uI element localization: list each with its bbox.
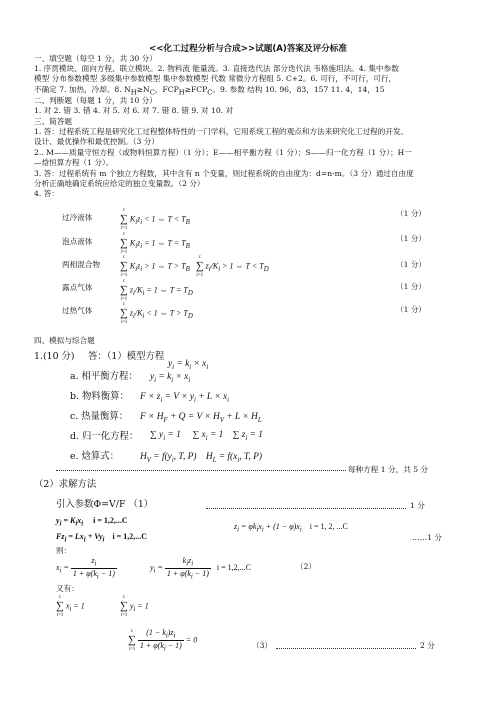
combined-eq: $z_i = \varphi k_ix_i + (1 - \varphi)x_i$ i = 1, 2, ...C — [234, 522, 348, 534]
item-phase-equilibrium-label: a. 相平衡方程： — [70, 371, 138, 382]
case-expr-bubble: c ∑ i=1 $K_iz_i = 1$ ⇔ $T = T_B$ — [120, 232, 190, 255]
intro-param: 引入参数Φ=V/F （1） — [56, 499, 154, 510]
item-enthalpy-eq: $H_V = f(y_i$, T, P) $H_L = f(x_i$, T, P) — [140, 452, 262, 464]
section4-heading: 四、模拟与综合题 — [34, 336, 95, 345]
case-expr-superheated: c ∑ i=1 $z_i/K_i < 1$ ⇔ $T > T_D$ — [120, 302, 193, 325]
system-eq-2: $Fz_i = Lx_i + Vy_i$ i = 1,2,...C — [56, 532, 147, 544]
case-label-dew: 露点气体 — [62, 283, 93, 292]
section3-q2-line2: —焓恒算方程（1 分）。 — [34, 158, 114, 167]
x-solution: $x_i$ = $\frac{z_i}{1 + \varphi(k_i - 1)}$ — [56, 556, 115, 581]
dotted-leader — [276, 648, 416, 649]
section3-q2-line1: 2.. M——质量守恒方程（或物料恒算方程）（1 分）；E——相平衡方程（1 分）；S——归一化方程（1 分）；H一 — [34, 148, 412, 157]
section3-q1-line2: 设计、最优操作和最优控制。（3 分） — [34, 137, 159, 146]
model-eq-top: $y_i = k_i \times x_i$ — [168, 359, 209, 371]
sum-x: c ∑ i=1 $x_i = 1$ — [56, 595, 85, 618]
section3-q1-line1: 1. 答：过程系统工程是研究化工过程整体特性的一门学科，它用系统工程的观点和方法来研究化工过程的开发、 — [34, 127, 409, 136]
case-score-subcooled: （1 分） — [396, 209, 427, 218]
case-label-subcooled: 过冷液体 — [62, 213, 93, 222]
again-label: 又有： — [56, 584, 79, 593]
item-normalization-label: d. 归一化方程： — [70, 431, 139, 442]
item-material-balance-label: b. 物料衡算： — [70, 391, 129, 402]
sum-y: c ∑ i=1 $y_i = 1$ — [120, 595, 149, 618]
score-1: 1 分 — [410, 501, 425, 510]
part2-heading: （2）求解方法 — [34, 479, 97, 490]
item-normalization-eq: ∑ $y_i = 1$ ∑ $x_i = 1$ ∑ $z_i = 1$ — [150, 430, 263, 442]
section3-q4-label: 4. 答： — [34, 189, 59, 198]
case-expr-dew: c ∑ i=1 $z_i/K_i = 1$ ⇔ $T = T_D$ — [120, 279, 193, 302]
q1-answer-intro: 答：（1）模型方程 — [88, 351, 165, 362]
case-score-dew: （1 分） — [396, 282, 427, 291]
item-heat-balance-label: c. 热量衡算： — [70, 411, 129, 422]
section1-line1: 1. 序贯模块、面向方程、联立模块。2. 物料流 能量流。3. 直接迭代法 部分迭代法 韦格施坦法。4. 集中参数 — [34, 64, 399, 73]
then-label: 则： — [56, 546, 72, 555]
case-score-bubble: （1 分） — [396, 234, 427, 243]
case-label-superheated: 过热气体 — [62, 306, 93, 315]
system-eq-1: $y_i = K_ix_i$ i = 1,2,...C — [56, 516, 128, 528]
case-score-superheated: （1 分） — [396, 305, 427, 314]
section2-answers: 1. 对 2. 错 3. 错 4. 对 5. 对 6. 对 7. 错 8. 错 9. 对 10. 对 — [34, 106, 234, 115]
item-phase-equilibrium-eq: $y_i = k_i \times x_i$ — [150, 372, 191, 384]
item-enthalpy-label: e. 焓算式： — [70, 451, 120, 462]
section3-q3-line1: 3. 答：过程系统有 m 个独立方程数，其中含有 n 个变量，则过程系统的自由度为：d=n-m。（3 分）通过自由度 — [34, 169, 414, 178]
section1-line2: 模型 分布参数模型 多级集中参数模型 集中参数模型 代数 常微分方程组 5. C+2。6. 可行，不可行，可行， — [34, 74, 397, 83]
y-solution: $y_i$ = $\frac{k_iz_i}{1 + \varphi(k_i - 1)}$ i = 1,2,...C — [150, 556, 251, 581]
case-expr-subcooled: c ∑ i=1 $K_iz_i < 1$ ⇔ $T < T_B$ — [120, 208, 190, 231]
score-2: 2 分 — [420, 641, 435, 650]
page-title: <<化工过程分析与合成>>试题(A)答案及评分标准 — [149, 44, 347, 54]
section1-line3: 不确定 7. 加热，冷却。8. $N_H\ge N_C$，$FCP_H\ge FCP_C$。9. 参数 结构 10. 96，83，157 11. 4，14，15 — [34, 85, 385, 97]
section3-heading: 三、简答题 — [34, 117, 72, 126]
score-1b: ……1 分 — [412, 533, 443, 542]
eq2-tag: （2） — [296, 562, 317, 571]
case-expr-two-phase: c ∑ i=1 $K_iz_i > 1$ ⇔ $T > T_B$ c ∑ i=1 $z_i/K_i > 1$ ⇔ $T < T_D$ — [120, 255, 269, 278]
q1-label: 1.(10 分) — [34, 351, 75, 362]
case-label-bubble: 泡点液体 — [62, 237, 93, 246]
model-score: 每种方程 1 分，共 5 分 — [348, 465, 429, 474]
dotted-leader — [206, 508, 406, 509]
section3-q3-line2: 分析正确地确定系统应给定的独立变量数。（2 分） — [34, 179, 205, 188]
case-score-two-phase: （1 分） — [396, 260, 427, 269]
item-material-balance-eq: $F \times z_i = V \times y_i + L \times x_i$ — [140, 392, 230, 404]
eq3-tag: （3） — [252, 641, 273, 650]
dotted-leader — [56, 470, 346, 471]
item-heat-balance-eq: $F \times H_F + Q = V \times H_V + L \times H_L$ — [140, 412, 262, 424]
section1-heading: 一、填空题（每空 1 分，共 30 分） — [34, 54, 157, 63]
section2-heading: 二、判断题（每题 1 分，共 10 分） — [34, 96, 157, 105]
rachford-rice-eq: c ∑ i=1 $\frac{(1 - k_i)z_i}{1 + \varphi(k_i - 1)}$ = 0 — [128, 628, 198, 653]
case-label-two-phase: 两相混合物 — [62, 260, 100, 269]
